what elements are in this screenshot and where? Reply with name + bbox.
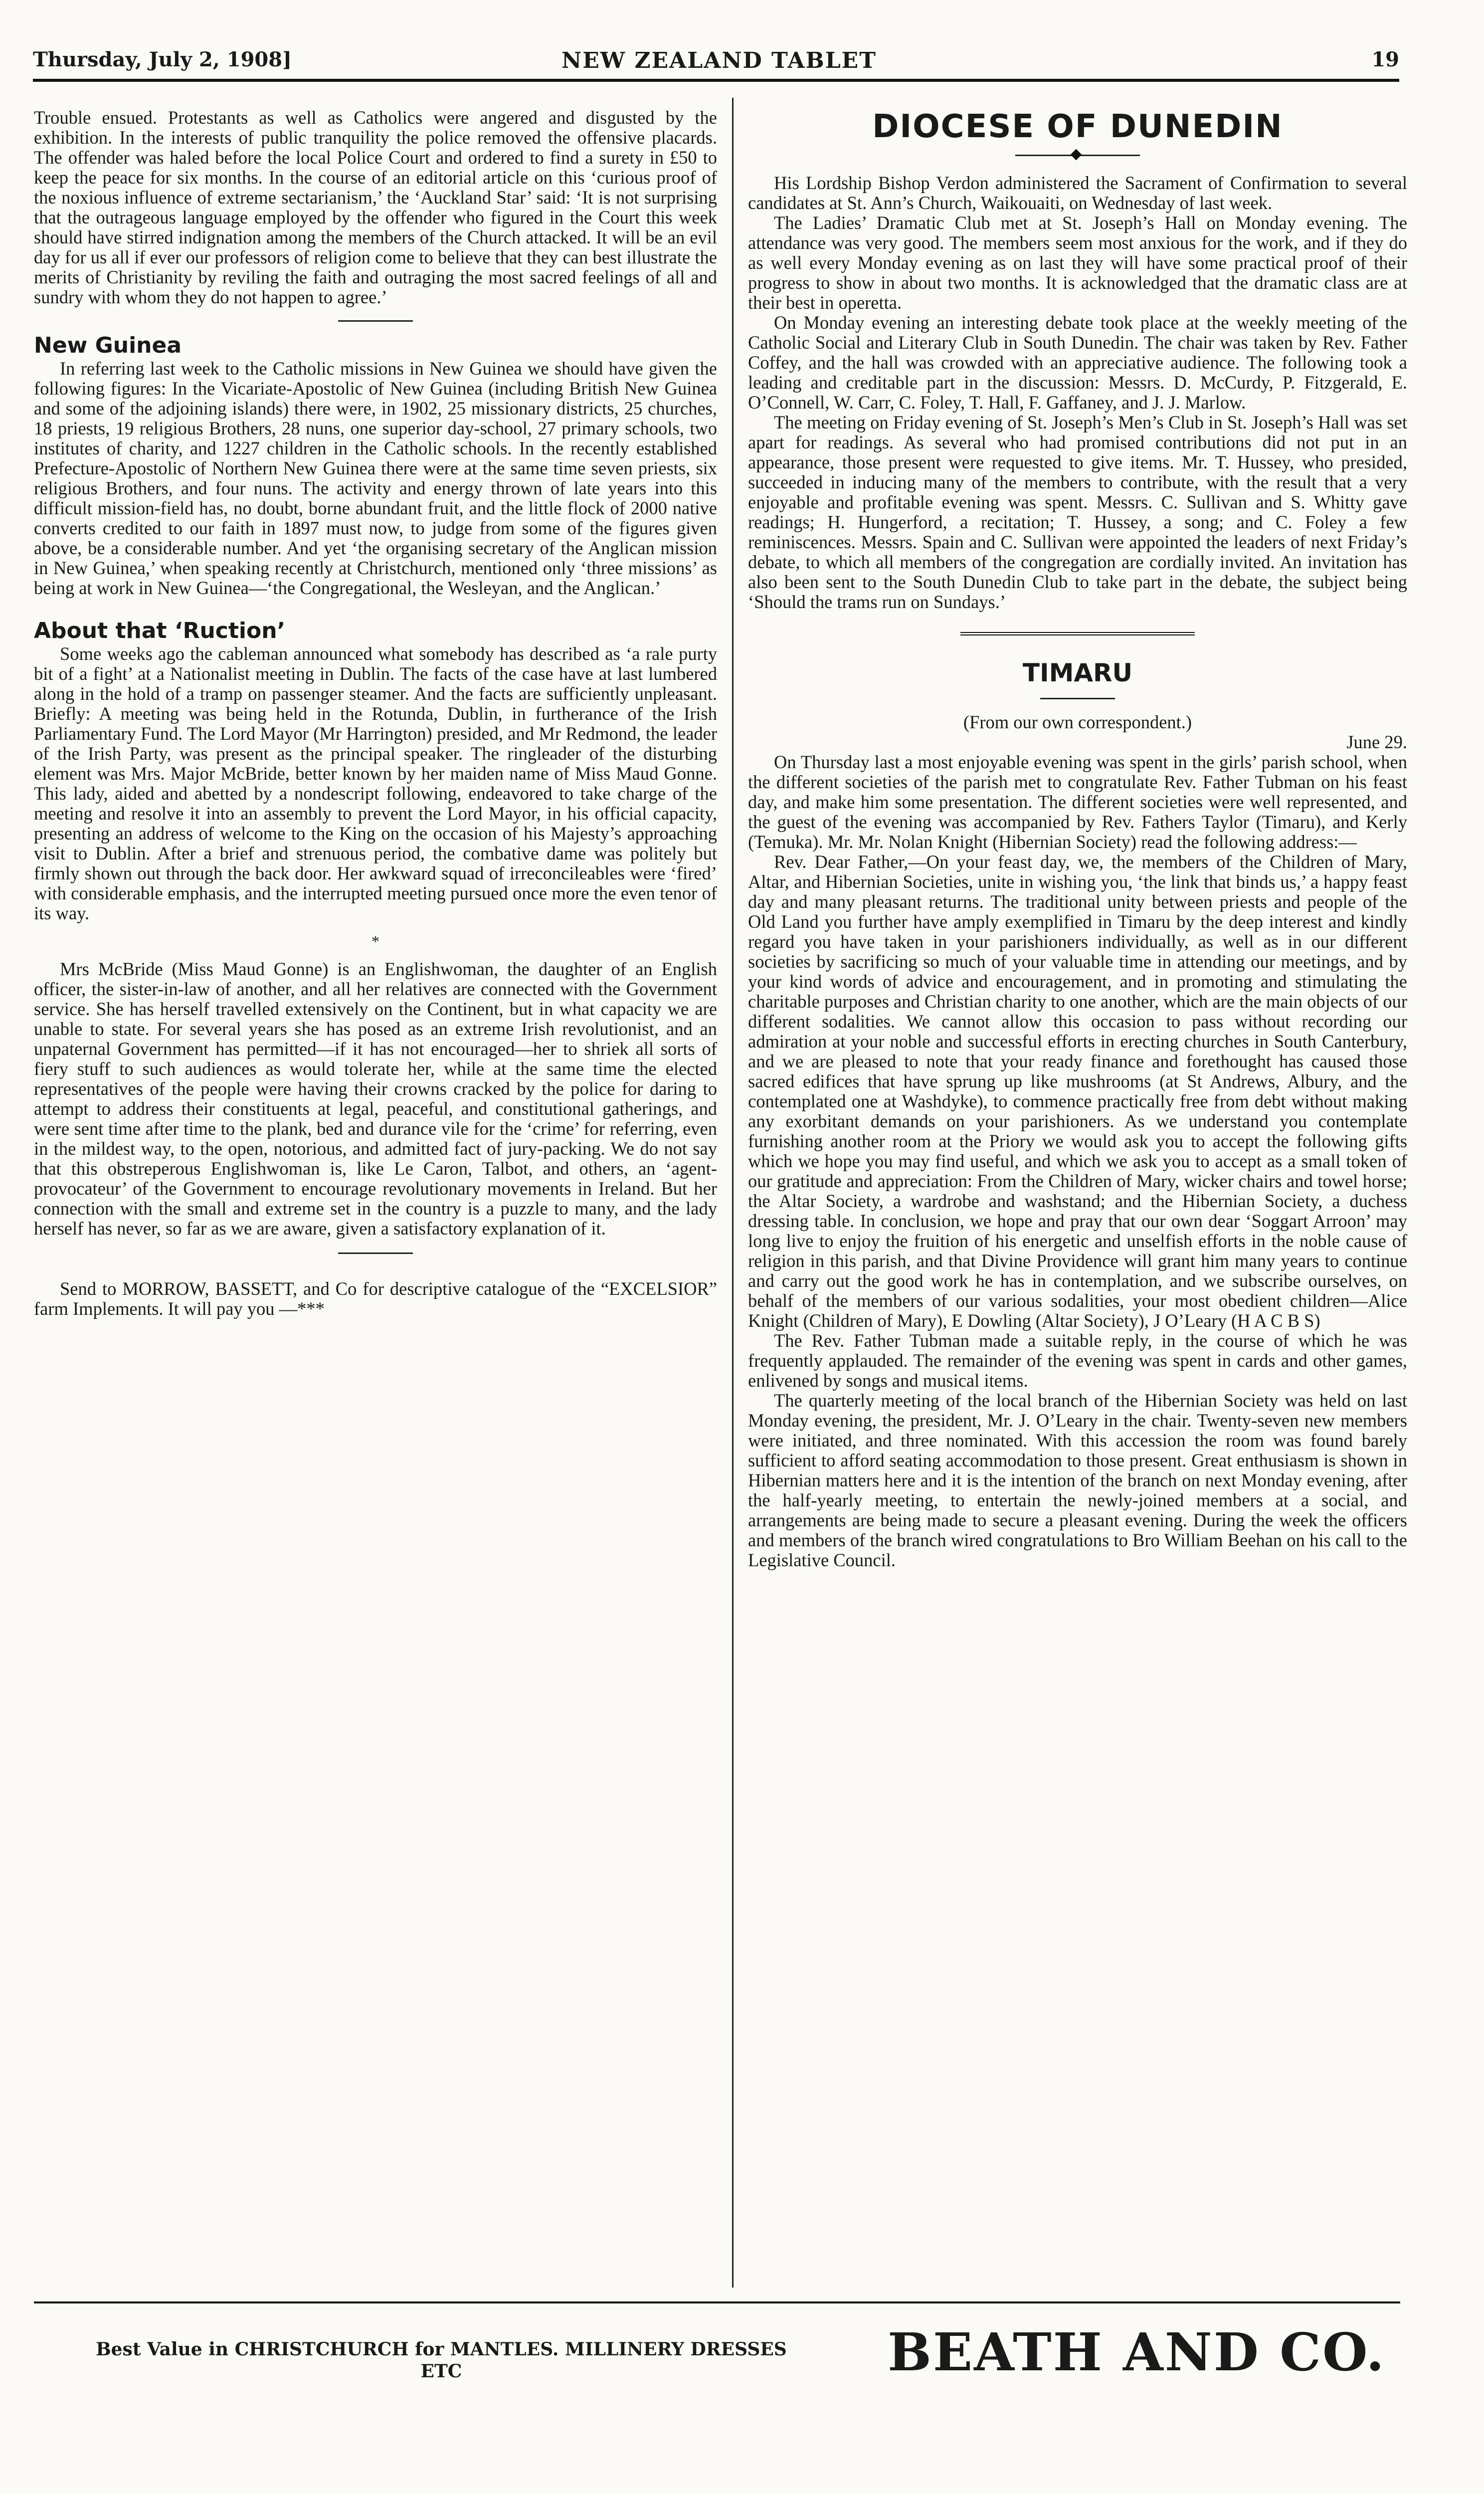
new-guinea-heading: New Guinea (34, 333, 182, 358)
masthead-title: NEW ZEALAND TABLET (561, 48, 877, 73)
page-header (33, 48, 1399, 83)
section-star: * (371, 932, 379, 950)
dunedin-paragraph-3: On Monday evening an interesting debate took place at the weekly meeting of the Catholic Social and Literary Club in South Dunedin. The chair was taken by Rev. Father Coffey, and the hall was crowded with an appreciative audience. The following took a leading and creditable part in the discussion: Messrs. D. McCurdy, P. Fitzgerald, E. O’Connell, W. Carr, C. Foley, T. Hall, F. Gaffaney, and J. J. Marlow. (748, 312, 1407, 413)
timaru-address: Rev. Dear Father,—On your feast day, we, the members of the Children of Mary, Altar, and Hibernian Societies, unite in wishing you, ‘the link that binds us,’ a happy feast day and many pleasant returns. The traditional unity between priests and people of the Old Land you further have amply exemplified in Timaru by the deep interest and kindly regard you have taken in your parishioners individually, as well as in our different societies by sacrificing so much of your valuable time in attending our meetings, and by your kind words of advice and encouragement, and in promoting and stimulating the charitable purposes and Christian charity to one another, which are the main objects of our different sodalities. We cannot allow this occasion to pass without recording our admiration at your noble and successful efforts in erecting churches in South Canterbury, and we are pleased to note that your ready finance and forethought has caused those sacred edifices that have sprung up like mushrooms (at St Andrews, Albury, and the contemplated one at Washdyke), to commence practically free from debt without making any exorbitant demands on your parishioners. As we understand you contemplate furnishing another room at the Priory we would ask you to accept the following gifts which we hope you may find useful, and which we ask you to accept as a small token of our gratitude and appreciation: From the Children of Mary, wicker chairs and towel horse; the Altar Society, a wardrobe and washstand; and the Hibernian Society, a duchess dressing table. In conclusion, we hope and pray that our own dear ‘Soggart Arroon’ may long live to enjoy the fruition of his energetic and unselfish efforts in the noble cause of religion in this parish, and that Divine Providence will grant him many years to continue and carry out the good work he has in contemplation, and we subscribe ourselves, on behalf of the members of our various sodalities, your most obedient children—Alice Knight (Children of Mary), E Dowling (Altar Society), J O’Leary (H A C B S) (748, 851, 1407, 1331)
diamond-rule (1015, 155, 1140, 156)
right-column (748, 108, 1407, 1570)
double-rule (960, 632, 1195, 637)
morrow-bassett-advert: Send to MORROW, BASSETT, and Co for descriptive catalogue of the “EXCELSIOR” farm Implements. It will pay you —*** (34, 1278, 717, 1319)
footer-rule (34, 2301, 1400, 2303)
beath-advert: BEATH AND CO. (888, 2321, 1386, 2383)
new-guinea-paragraph: In referring last week to the Catholic missions in New Guinea we should have given the following figures: In the Vicariate-Apostolic of New Guinea (including British New Guinea and some of the adjoining islands) there were, in 1902, 25 missionary districts, 25 churches, 18 priests, 19 religious Brothers, 28 nuns, one superior day-school, 27 primary schools, two institutes of charity, and 1227 children in the Catholic schools. In the recently established Prefecture-Apostolic of Northern New Guinea there were at the same time seven priests, six religious Brothers, and four nuns. The activity and energy thrown of late years into this difficult mission-field has, no doubt, borne abundant fruit, and the little flock of 2000 native converts credited to our faith in 1897 must now, to judge from some of the figures given above, be a considerable number. And yet ‘the organising secretary of the Anglican mission in New Guinea,’ when speaking recently at Christchurch, mentioned only ‘three missions’ as being at work in New Guinea—‘the Congregational, the Wesleyan, and the Anglican.’ (34, 358, 717, 598)
ruction-heading: About that ‘Ruction’ (34, 618, 286, 643)
intro-paragraph: Trouble ensued. Protestants as well as Catholics were angered and disgusted by the exhibition. In the interests of public tranquility the police removed the offensive placards. The offender was haled before the local Police Court and ordered to find a surety in £50 to keep the peace for six months. In the course of an editorial article on this ‘curious proof of the noxious influence of extreme sectarianism,’ the ‘Auckland Star’ said: ‘It is not surprising that the outrageous language employed by the offender who figured in the Court this week should have stirred indignation among the members of the Church attacked. It will be an evil day for us all if ever our professors of religion come to believe that they can best illustrate the merits of Christianity by reviling the faith and outraging the most sacred feelings of all and sundry with whom they do not happen to agree.’ (34, 107, 717, 307)
dunedin-paragraph-4: The meeting on Friday evening of St. Joseph’s Men’s Club in St. Joseph’s Hall was set apart for readings. As several who had promised contributions did not put in an appearance, those present were requested to give items. Mr. T. Hussey, who presided, succeeded in inducing many of the members to contribute, with the result that a very enjoyable and profitable evening was spent. Messrs. C. Sullivan and S. Whitty gave readings; H. Hungerford, a recitation; T. Hussey, a song; and C. Foley a few reminiscences. Messrs. Spain and C. Sullivan were appointed the leaders of next Friday’s debate, to which all members of the congregation are cordially invited. An invitation has also been sent to the South Dunedin Club to take part in the debate, the subject being ‘Should the trams run on Sundays.’ (748, 412, 1407, 612)
ruction-paragraph-2: Mrs McBride (Miss Maud Gonne) is an Englishwoman, the daughter of an English officer, the sister-in-law of another, and all her relatives are connected with the Government service. She has herself travelled extensively on the Continent, but in what capacity we are unable to state. For several years she has posed as an extreme Irish revolutionist, and an unpaternal Government has permitted—if it has not encouraged—her to shriek all sorts of fiery stuff to such audiences as would tolerate her, while at the same time the elected representatives of the people were having their crowns cracked by the police for daring to attempt to address their constituents at legal, peaceful, and constitutional gatherings, and were sent time after time to the plank, bed and durance vile for the ‘crime’ for referring, even in the mildest way, to the open, notorious, and admitted fact of jury-packing. We do not say that this obstreperous Englishwoman is, like Le Caron, Talbot, and others, an ‘agent-provocateur’ of the Government to encourage revolutionary movements in Ireland. But her connection with the small and extreme set in the country is a puzzle to many, and the lady herself has never, so far as we are aware, given a satisfactory explanation of it. (34, 959, 717, 1239)
issue-date: Thursday, July 2, 1908] (33, 48, 292, 71)
timaru-paragraph-3: The Rev. Father Tubman made a suitable reply, in the course of which he was frequently applauded. The remainder of the evening was spent in cards and other games, enlivened by songs and musical items. (748, 1330, 1407, 1391)
column-divider (732, 98, 734, 2287)
timaru-heading: TIMARU (1022, 658, 1133, 687)
left-column (34, 108, 717, 1319)
christchurch-advert: Best Value in CHRISTCHURCH for MANTLES. MILLINERY DRESSES ETC (96, 2339, 787, 2382)
correspondent-byline: (From our own correspondent.) (963, 712, 1192, 732)
report-date: June 29. (1346, 732, 1407, 752)
page-number: 19 (1371, 48, 1399, 71)
dunedin-paragraph-2: The Ladies’ Dramatic Club met at St. Joseph’s Hall on Monday evening. The attendance was very good. The members seem most anxious for the work, and if they do as well every Monday evening as on last they will have some practical proof of their progress to show in about two months. It is acknowledged that the dramatic class are at their best in operetta. (748, 212, 1407, 313)
dunedin-paragraph-1: His Lordship Bishop Verdon administered the Sacrament of Confirmation to several candidates at St. Ann’s Church, Waikouaiti, on Wednesday of last week. (748, 173, 1407, 213)
header-rule (33, 79, 1399, 82)
diocese-heading: DIOCESE OF DUNEDIN (872, 108, 1283, 145)
ruction-paragraph-1: Some weeks ago the cableman announced what somebody has described as ‘a rale purty bit of a fight’ at a Nationalist meeting in Dublin. The facts of the case have at last lumbered along in the hold of a tramp on passenger steamer. And the facts are sufficiently unpleasant. Briefly: A meeting was being held in the Rotunda, Dublin, in furtherance of the Irish Parliamentary Fund. The Lord Mayor (Mr Harrington) presided, and Mr Redmond, the leader of the Irish Party, was present as the principal speaker. The ringleader of the disturbing element was Mrs. Major McBride, better known by her maiden name of Miss Maud Gonne. This lady, aided and abetted by a nondescript following, endeavored to take charge of the meeting and resolve it into an assembly to prevent the Lord Mayor, in his official capacity, presenting an address of welcome to the King on the occasion of his Majesty’s approaching visit to Dublin. After a brief and strenuous period, the combative dame was politely but firmly shown out through the back door. Her awkward squad of irreconcileables were ‘fired’ with considerable emphasis, and the interrupted meeting pursued once more the even tenor of its way. (34, 643, 717, 923)
timaru-paragraph-1: On Thursday last a most enjoyable evening was spent in the girls’ parish school, when the different societies of the parish met to congratulate Rev. Father Tubman on his feast day, and make him some presentation. The different societies were well represented, and the guest of the evening was accompanied by Rev. Fathers Taylor (Timaru), and Kerly (Temuka). Mr. Mr. Nolan Knight (Hibernian Society) read the following address:— (748, 752, 1407, 852)
timaru-paragraph-4: The quarterly meeting of the local branch of the Hibernian Society was held on last Monday evening, the president, Mr. J. O’Leary in the chair. Twenty-seven new members were initiated, and three nominated. With this accession the room was found barely sufficient to afford seating accommodation to those present. Great enthusiasm is shown in Hibernian matters here and it is the intention of the branch on next Monday evening, after the half-yearly meeting, to entertain the newly-joined members at a social, and arrangements are being made to secure a pleasant evening. During the week the officers and members of the branch wired congratulations to Bro William Beehan on his call to the Legislative Council. (748, 1390, 1407, 1570)
